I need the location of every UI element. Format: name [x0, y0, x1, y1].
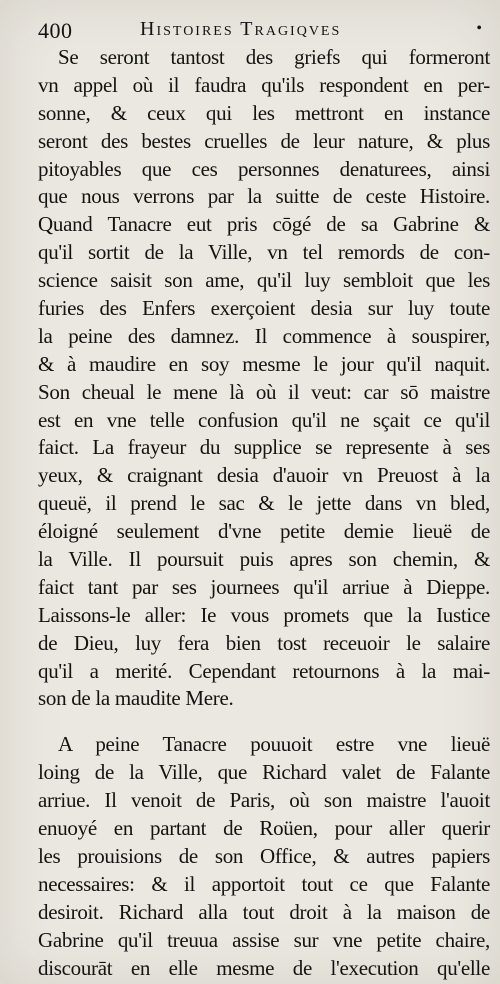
page-number: 400	[38, 18, 73, 43]
text-line: pitoyables que ces personnes denaturees, ainsi	[38, 156, 490, 181]
text-line: necessaires: & il apportoit tout ce que Falante	[38, 871, 490, 896]
text-line: queuë, il prend le sac & le jette dans vn bled,	[38, 491, 490, 516]
text-line: Laissons-le aller: Ie vous promets que la Iustice	[38, 602, 490, 627]
text-line: éloigné seulement d'vne petite demie lieuë de	[38, 519, 490, 544]
text-line: faict. La frayeur du supplice se represente à ses	[38, 435, 490, 460]
text-line: qu'il sortit de la Ville, vn tel remords de con-	[38, 240, 490, 265]
text-line: loing de la Ville, que Richard valet de Falante	[38, 760, 490, 785]
text-line: vn appel où il faudra qu'ils respondent en per-	[38, 72, 490, 97]
text-line: la Ville. Il poursuit puis apres son chemin, &	[38, 547, 490, 572]
text-line: furies des Enfers exerçoient desia sur luy toute	[38, 296, 490, 321]
text-line: est en vne telle confusion qu'il ne sçait ce qu'il	[38, 407, 490, 432]
body-text	[38, 44, 490, 982]
text-line: les prouisions de son Office, & autres papiers	[38, 843, 490, 868]
text-line: science saisit son ame, qu'il luy sembloit que les	[38, 268, 490, 293]
text-line: A peine Tanacre pouuoit estre vne lieuë	[58, 732, 490, 757]
running-title: Histoires Tragiqves	[140, 18, 342, 40]
text-line: Son cheual le mene là où il veut: car sō maistre	[38, 379, 490, 404]
text-line: que nous verrons par la suitte de ceste Histoire.	[38, 184, 490, 209]
paragraph-1	[38, 44, 490, 713]
text-line: la peine des damnez. Il commence à souspirer,	[38, 323, 490, 348]
text-line: Quand Tanacre eut pris cōgé de sa Gabrine &	[38, 212, 490, 237]
paragraph-gap	[38, 713, 490, 731]
page-header	[38, 16, 488, 44]
paragraph-2	[38, 731, 490, 982]
text-line: Se seront tantost des griefs qui formeront	[58, 45, 490, 69]
text-line: desiroit. Richard alla tout droit à la maison de	[38, 899, 490, 924]
text-line: enuoyé en partant de Roüen, pour aller querir	[38, 816, 490, 841]
text-line: yeux, & craignant desia d'auoir vn Preuost à la	[38, 463, 490, 488]
text-line: son de la maudite Mere.	[38, 686, 234, 711]
text-line: de Dieu, luy fera bien tost receuoir le salaire	[38, 630, 490, 655]
text-line: seront des bestes cruelles de leur nature, & plus	[38, 128, 490, 153]
header-ornament-icon: •	[476, 20, 482, 37]
text-line: Gabrine qu'il treuua assise sur vne petite chaire,	[38, 927, 490, 952]
text-line: discourāt en elle mesme de l'execution qu'elle	[38, 955, 490, 980]
text-line: qu'il a merité. Cependant retournons à la mai-	[38, 658, 490, 683]
text-line: & à maudire en soy mesme le jour qu'il naquit.	[38, 351, 490, 376]
text-line: sonne, & ceux qui les mettront en instance	[38, 100, 490, 125]
text-line: faict tant par ses journees qu'il arriue à Dieppe.	[38, 574, 490, 599]
text-line: arriue. Il venoit de Paris, où son maistre l'auoit	[38, 788, 490, 813]
